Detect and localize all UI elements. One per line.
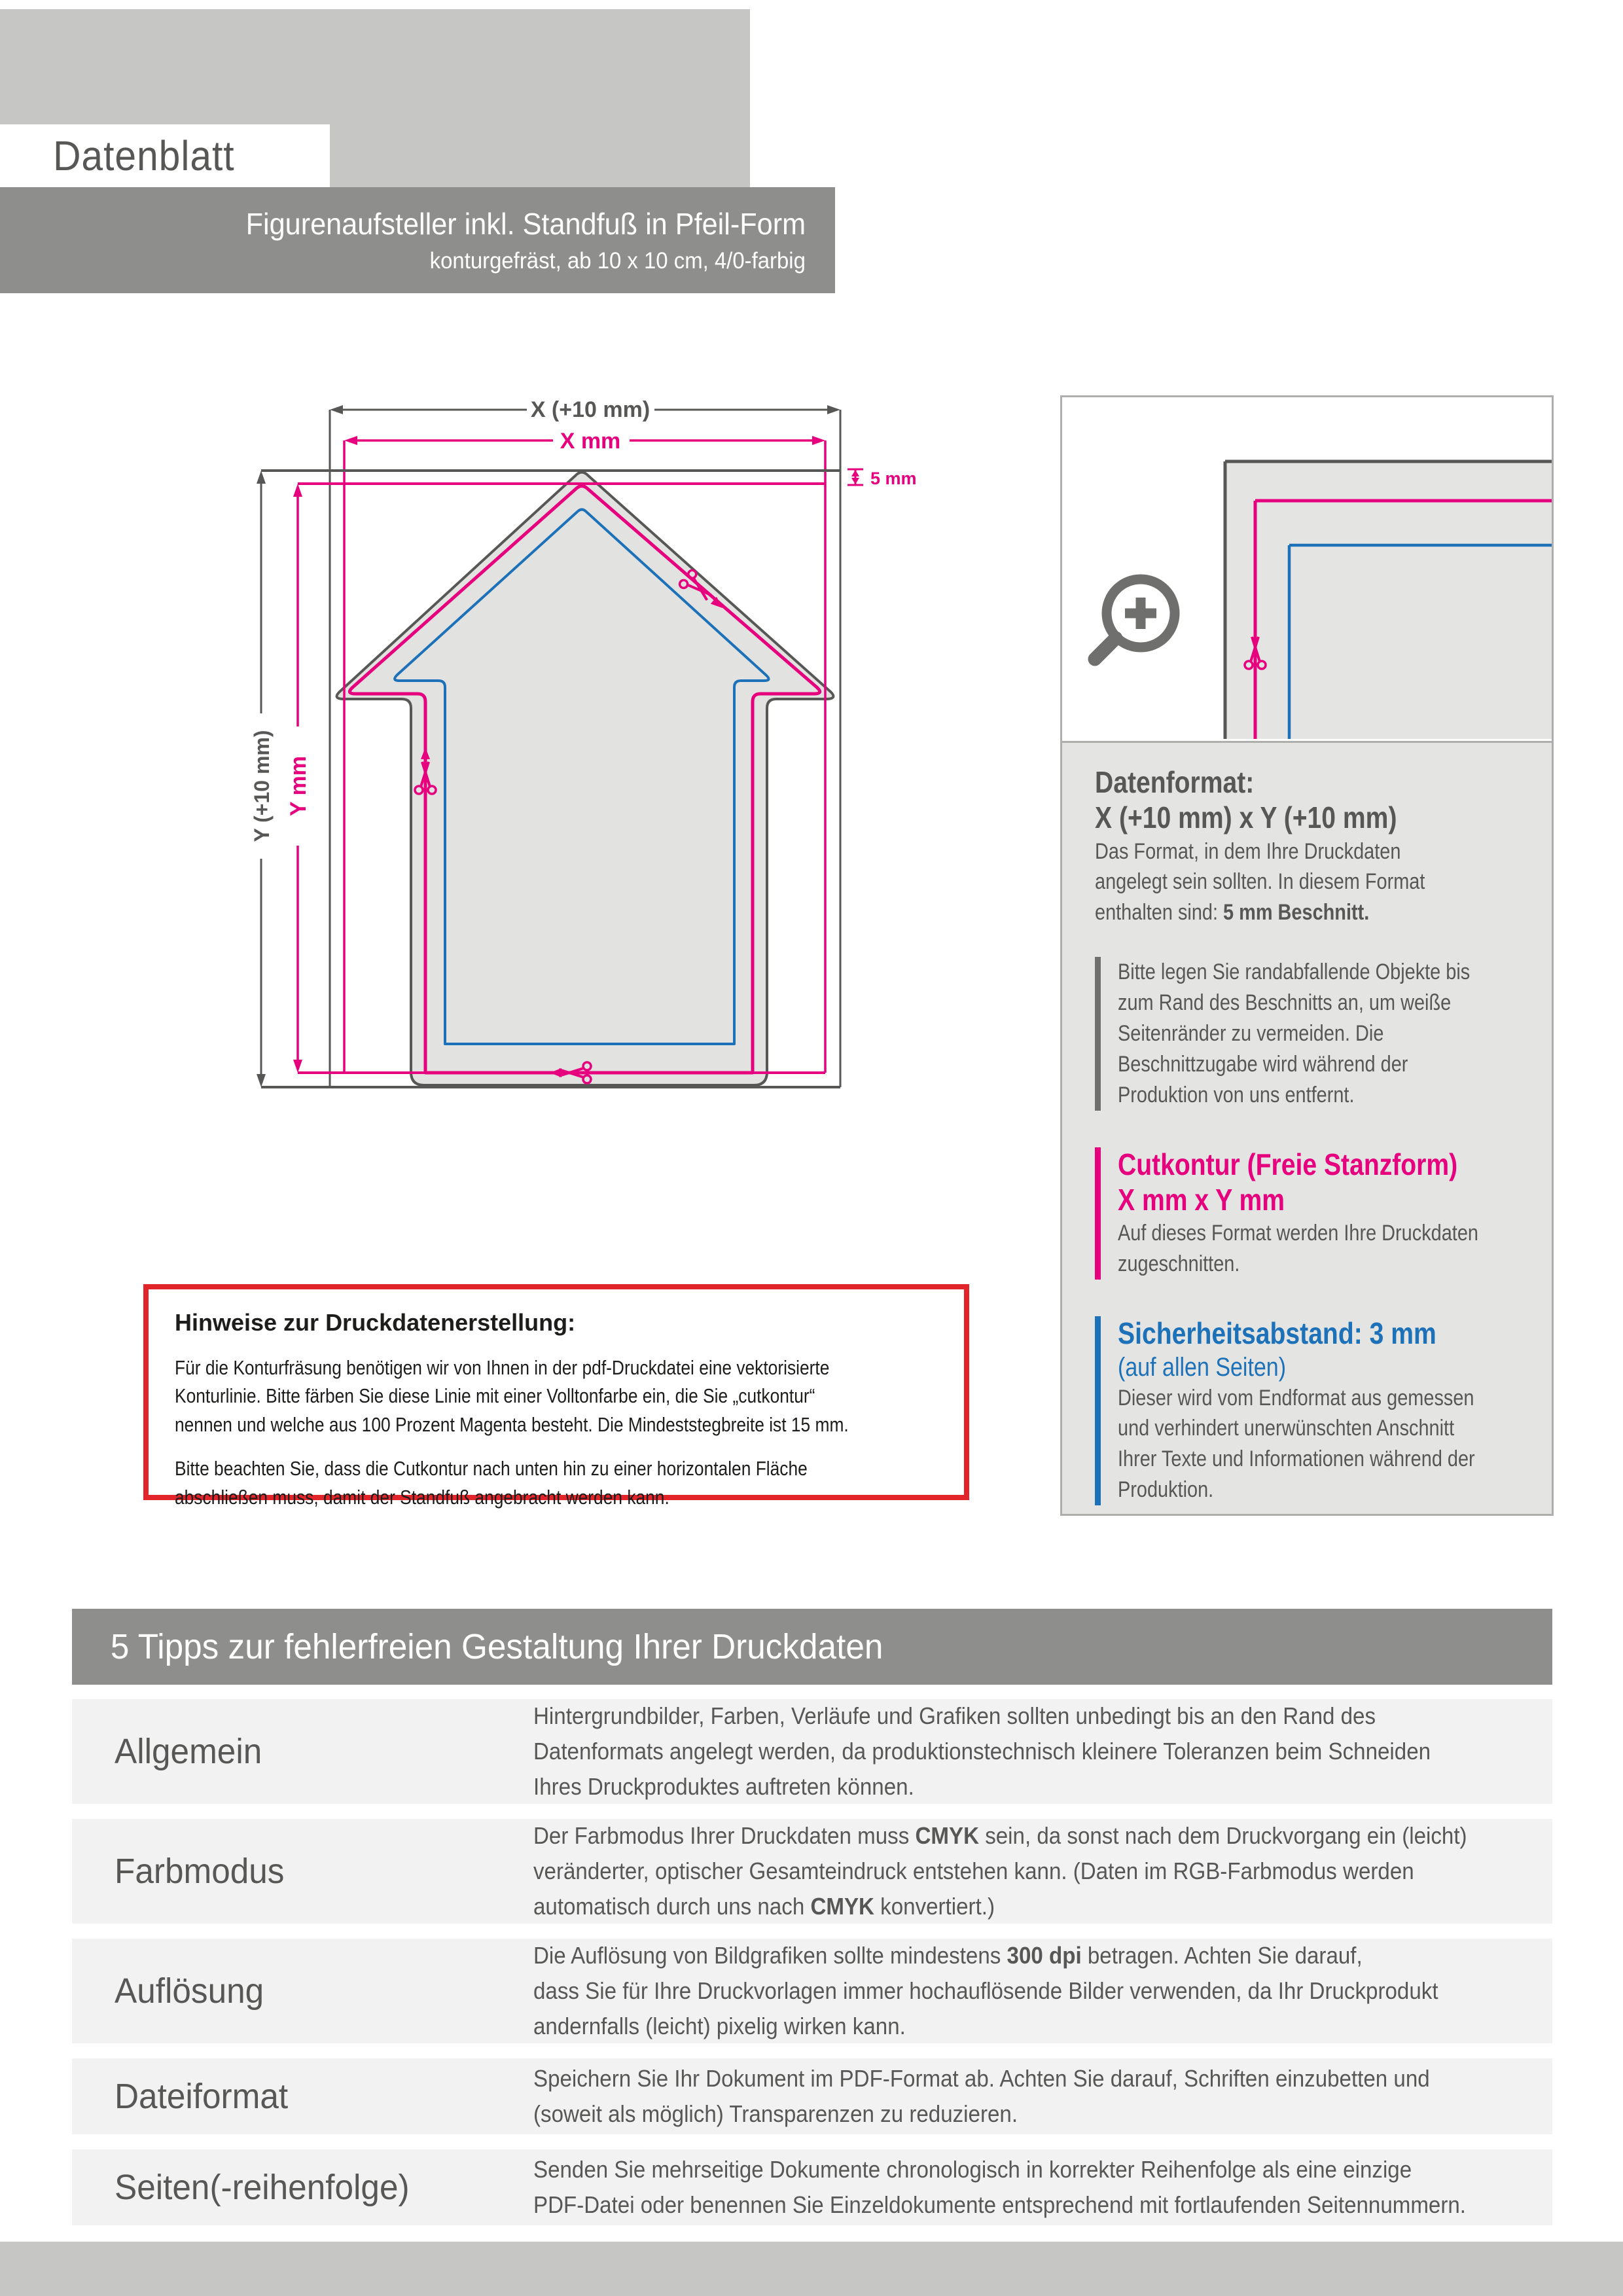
product-spec: konturgefräst, ab 10 x 10 cm, 4/0-farbig — [429, 248, 806, 274]
info-column — [1060, 395, 1554, 1516]
cutkontur-block — [1095, 1147, 1525, 1280]
dim-y-outer-label: Y (+10 mm) — [250, 730, 274, 842]
bleed-area-fill — [1225, 461, 1552, 739]
product-banner — [0, 187, 835, 293]
tip-label: Allgemein — [115, 1732, 262, 1771]
magnifier-plus-icon — [1095, 579, 1175, 659]
safety-body: Dieser wird vom Endformat aus gemessen und verhindert unerwünschten Anschnitt Ihrer Texte und Informationen während der Produktion. — [1118, 1385, 1475, 1503]
safety-title: Sicherheitsabstand: 3 mm — [1118, 1316, 1436, 1351]
tip-description: Senden Sie mehrseitige Dokumente chronologisch in korrekter Reihenfolge als eine einzige PDF-Datei oder benennen Sie Einzeldokumente entsprechend mit fortlaufenden Seitennummern. — [533, 2156, 1467, 2218]
tip-description: Die Auflösung von Bildgrafiken sollte mindestens 300 dpi betragen. Achten Sie darauf, dass Sie für Ihre Druckvorlagen immer hochauflösende Bilder verwenden, da Ihr Druckprodukt andernfalls (leicht) pixelig wirken kann. — [533, 1942, 1438, 2039]
product-name: Figurenaufsteller inkl. Standfuß in Pfeil-Form — [245, 207, 806, 241]
hints-box — [143, 1284, 969, 1509]
tip-label: Auflösung — [115, 1971, 264, 2011]
arrow-outer-shape — [337, 473, 834, 1086]
tip-row-allgemein — [72, 1699, 1552, 1804]
tip-row-farbmodus — [72, 1819, 1552, 1924]
bleed-note-block — [1095, 957, 1525, 1111]
bleed-dimension — [847, 469, 863, 485]
datenformat-body: Das Format, in dem Ihre Druckdaten angelegt sein sollten. In diesem Format enthalten sind: 5 mm Beschnitt. — [1095, 838, 1425, 925]
dim-y-inner-label: Y mm — [286, 756, 311, 816]
hints-title: Hinweise zur Druckdatenerstellung: — [175, 1309, 576, 1336]
tips-header-banner — [72, 1609, 1552, 1685]
tip-label: Seiten(-reihenfolge) — [115, 2168, 410, 2207]
tip-row-seitenreihenfolge — [72, 2149, 1552, 2225]
tip-row-aufloesung — [72, 1939, 1552, 2043]
format-info-panel — [1062, 743, 1552, 1514]
cutkontur-body: Auf dieses Format werden Ihre Druckdaten zugeschnitten. — [1118, 1221, 1478, 1277]
tip-label: Dateiformat — [115, 2077, 289, 2116]
tip-label: Farbmodus — [115, 1852, 285, 1891]
page-title: Datenblatt — [52, 132, 235, 179]
safety-block — [1095, 1316, 1525, 1505]
tip-description: Der Farbmodus Ihrer Druckdaten muss CMYK sein, da sonst nach dem Druckvorgang ein (leicht) veränderter, optischer Gesamteindruck entstehen kann. (Daten im RGB-Farbmodus werden automatisch durch uns nach CMYK konvertiert.) — [533, 1822, 1467, 1920]
bleed-note-text: Bitte legen Sie randabfallende Objekte bis zum Rand des Beschnitts an, um weiße Seitenränder zu vermeiden. Die Beschnittzugabe wird während der Produktion von uns entfernt. — [1118, 960, 1471, 1107]
cutkontur-title: Cutkontur (Freie Stanzform) — [1118, 1147, 1458, 1181]
tip-description: Speichern Sie Ihr Dokument im PDF-Format ab. Achten Sie darauf, Schriften einzubetten und (soweit als möglich) Transparenzen zu reduzieren. — [533, 2065, 1430, 2127]
corner-detail-diagram — [1062, 397, 1552, 739]
cutkontur-subtitle: X mm x Y mm — [1118, 1183, 1285, 1217]
safety-subtitle: (auf allen Seiten) — [1118, 1352, 1287, 1382]
hints-paragraph-2: Bitte beachten Sie, dass die Cutkontur nach unten hin zu einer horizontalen Fläche abschließen muss, damit der Standfuß angebracht werden kann. — [175, 1457, 808, 1509]
arrow-shape-diagram — [229, 386, 988, 1237]
dim-x-outer-label: X (+10 mm) — [530, 397, 651, 422]
dim-bleed-label: 5 mm — [870, 469, 917, 488]
dim-x-inner-label: X mm — [560, 429, 621, 454]
tips-header: 5 Tipps zur fehlerfreien Gestaltung Ihrer Druckdaten — [110, 1627, 883, 1666]
footer-bar — [0, 2242, 1623, 2296]
hints-paragraph-1: Für die Konturfräsung benötigen wir von Ihnen in der pdf-Druckdatei eine vektorisierte Konturlinie. Bitte färben Sie diese Linie mit einer Volltonfarbe ein, die Sie „cutkontur“ nennen und welche aus 100 Prozent Magenta besteht. Die Mindeststegbreite ist 15 mm. — [175, 1356, 849, 1436]
tip-row-dateiformat — [72, 2058, 1552, 2134]
page-title-box — [0, 124, 330, 187]
datenformat-subtitle: X (+10 mm) x Y (+10 mm) — [1095, 800, 1397, 835]
tip-description: Hintergrundbilder, Farben, Verläufe und Grafiken sollten unbedingt bis an den Rand des Datenformats angelegt werden, da produktionstechnisch kleinere Toleranzen beim Schneiden Ihres Druckproduktes auftreten können. — [533, 1702, 1431, 1800]
datenformat-title: Datenformat: — [1095, 765, 1255, 799]
corner-zoom-box — [1062, 397, 1552, 743]
